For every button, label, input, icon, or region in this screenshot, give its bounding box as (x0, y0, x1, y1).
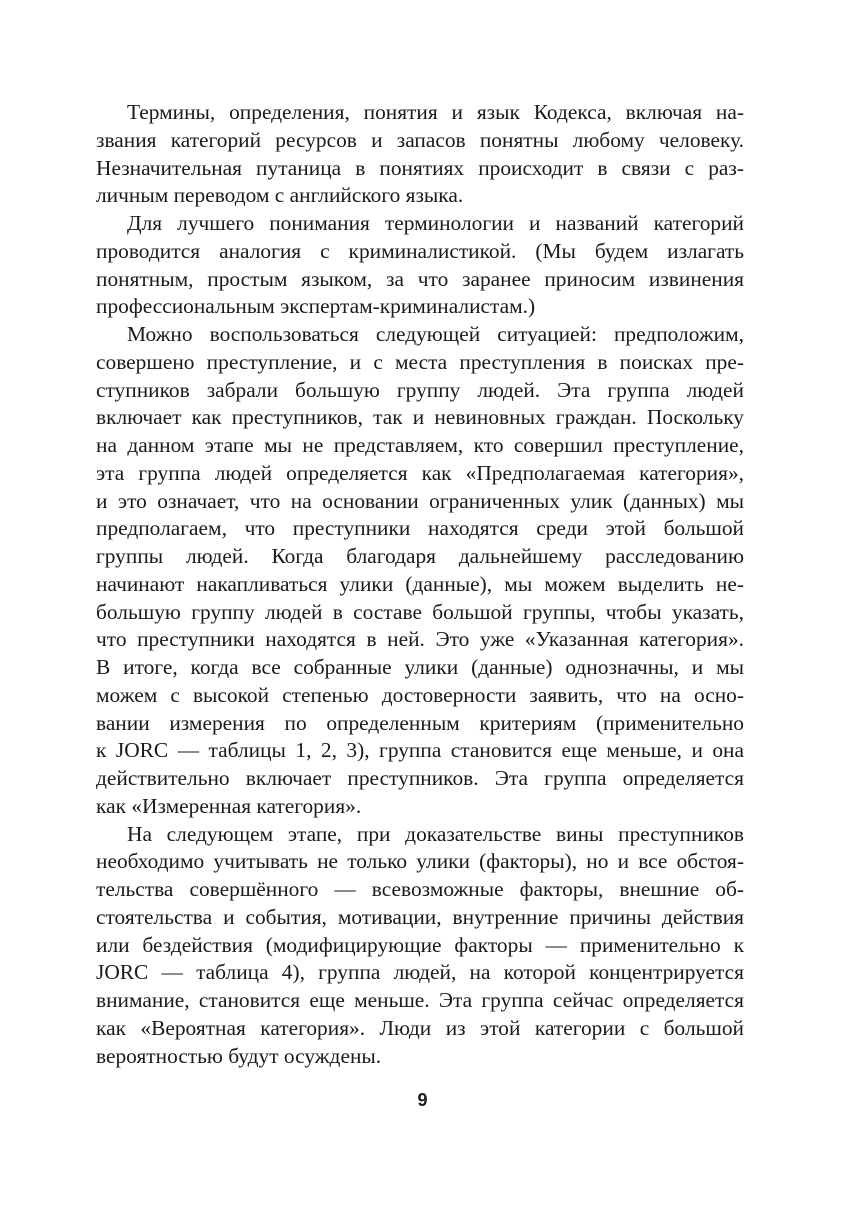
body-text (96, 99, 744, 1070)
text-line: включает как преступников, так и невиновных граждан. Поскольку (96, 405, 744, 430)
text-line: большую группу людей в составе большой группы, чтобы указать, (96, 599, 744, 624)
text-line: тельства совершённого — всевозможные факторы, внешние об- (96, 877, 744, 901)
text-line: личным переводом с английского языка. (96, 183, 464, 208)
text-line: внимание, становится еще меньше. Эта группа сейчас определяется (96, 988, 744, 1012)
text-line: ступников забрали большую группу людей. Эта группа людей (96, 377, 744, 402)
text-line: JORC — таблица 4), группа людей, на которой концентрируется (96, 960, 744, 985)
text-line: Можно воспользоваться следующей ситуацией: предположим, (127, 322, 744, 346)
paragraph (96, 99, 744, 210)
paragraph (96, 210, 744, 321)
text-line: Незначительная путаница в понятиях происходит в связи с раз- (96, 155, 744, 180)
text-line: предполагаем, что преступники находятся среди этой большой (96, 516, 744, 541)
text-line: как «Измеренная категория». (96, 793, 362, 818)
page-number: 9 (417, 1090, 428, 1110)
text-line: Для лучшего понимания терминологии и названий категорий (127, 211, 744, 235)
text-line: к JORC — таблицы 1, 2, 3), группа становится еще меньше, и она (96, 738, 744, 763)
text-line: В итоге, когда все собранные улики (данные) однозначны, и мы (96, 655, 744, 679)
text-line: и это означает, что на основании ограниченных улик (данных) мы (96, 488, 744, 513)
text-line: или бездействия (модифицирующие факторы — применительно к (96, 932, 744, 957)
text-line: эта группа людей определяется как «Предполагаемая категория», (96, 460, 744, 485)
text-line: можем с высокой степенью достоверности заявить, что на осно- (96, 682, 744, 707)
text-line: начинают накапливаться улики (данные), мы можем выделить не- (96, 571, 744, 596)
text-line: как «Вероятная категория». Люди из этой категории с большой (96, 1015, 744, 1040)
text-line: проводится аналогия с криминалистикой. (Мы будем излагать (96, 238, 744, 263)
text-line: вании измерения по определенным критериям (применительно (96, 710, 744, 735)
text-line: на данном этапе мы не представляем, кто совершил преступление, (96, 433, 744, 457)
text-line: звания категорий ресурсов и запасов понятны любому человеку. (96, 127, 744, 152)
paragraph (96, 321, 744, 821)
text-line: совершено преступление, и с места преступления в поисках пре- (96, 349, 744, 374)
text-line: группы людей. Когда благодаря дальнейшему расследованию (96, 544, 744, 568)
text-line: необходимо учитывать не только улики (факторы), но и все обстоя- (96, 849, 744, 874)
text-line: действительно включает преступников. Эта группа определяется (96, 766, 744, 790)
text-line: что преступники находятся в ней. Это уже «Указанная категория». (96, 627, 744, 652)
text-line: стоятельства и события, мотивации, внутренние причины действия (96, 904, 744, 929)
text-line: На следующем этапе, при доказательстве вины преступников (127, 821, 744, 846)
text-line: Термины, определения, понятия и язык Кодекса, включая на- (127, 100, 744, 124)
text-line: профессиональным экспертам-криминалистам.) (96, 294, 536, 319)
text-line: вероятностью будут осуждены. (96, 1043, 382, 1068)
paragraph (96, 821, 744, 1071)
text-line: понятным, простым языком, за что заранее приносим извинения (96, 266, 744, 291)
